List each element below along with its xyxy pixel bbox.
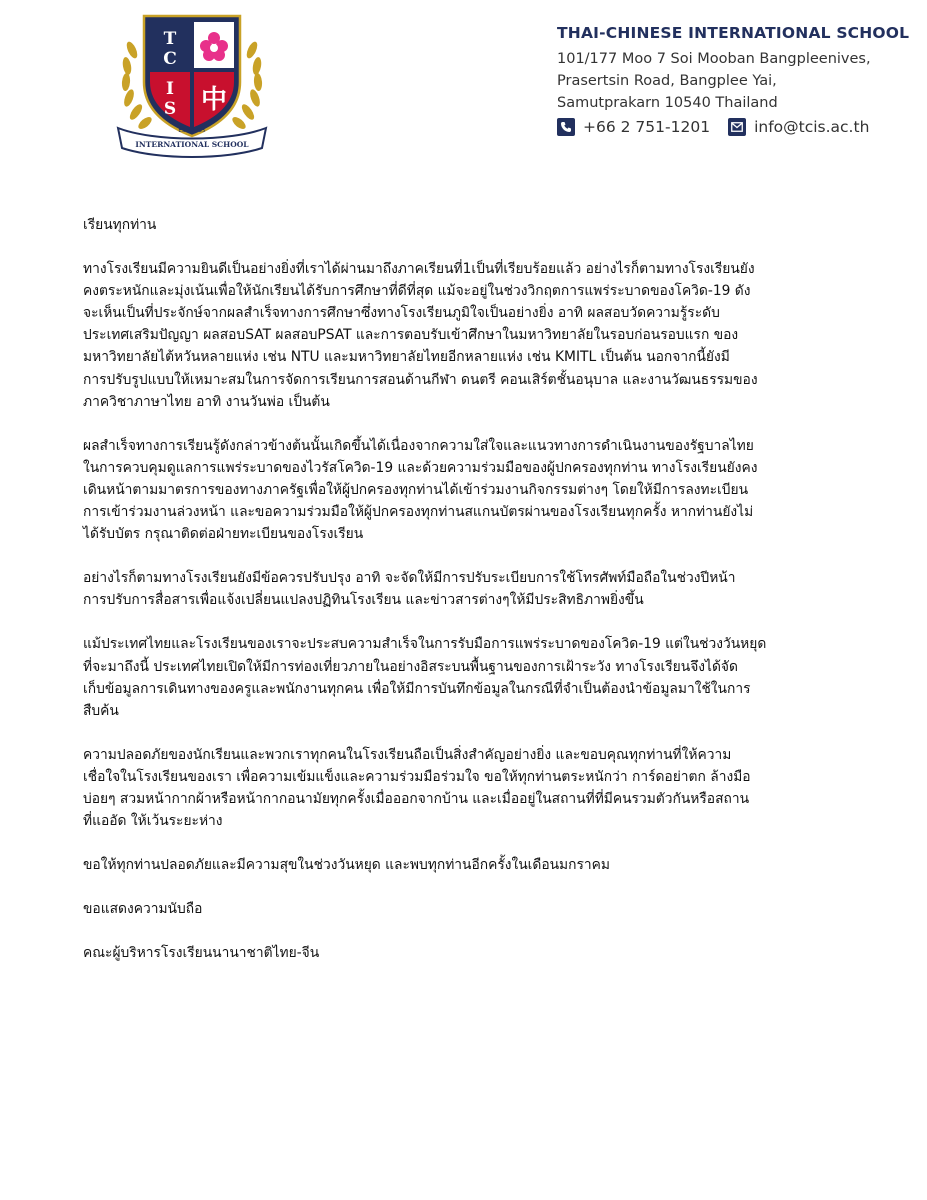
- paragraph-3-line: การปรับการสื่อสารเพื่อแจ้งเปลี่ยนแปลงปฏิทินโรงเรียน และข่าวสารต่างๆให้มีประสิทธิภาพยิ่งขึ้น: [83, 592, 644, 609]
- paragraph-5: [83, 744, 853, 832]
- paragraph-4-line: แม้ประเทศไทยและโรงเรียนของเราจะประสบความสำเร็จในการรับมือการแพร่ระบาดของโควิด-19 แต่ในช่วงวันหยุด: [83, 636, 767, 653]
- signature: [83, 942, 853, 964]
- email-address: info@tcis.ac.th: [754, 118, 870, 136]
- paragraph-1: [83, 258, 853, 413]
- paragraph-2-line: ได้รับบัตร กรุณาติดต่อฝ่ายทะเบียนของโรงเรียน: [83, 526, 364, 543]
- logo-est: EST. 1995: [178, 128, 206, 134]
- paragraph-5-line: ความปลอดภัยของนักเรียนและพวกเราทุกคนในโรงเรียนถือเป็นสิ่งสำคัญอย่างยิ่ง และขอบคุณทุกท่านที่ให้ความ: [83, 746, 732, 763]
- paragraph-2-line: เดินหน้าตามมาตรการของทางภาครัฐเพื่อให้ผู้ปกครองทุกท่านได้เข้าร่วมงานกิจกรรมต่างๆ โดยให้มีการลงทะเบียน: [83, 481, 749, 498]
- school-name: THAI-CHINESE INTERNATIONAL SCHOOL: [557, 24, 910, 42]
- paragraph-5-line: บ่อยๆ สวมหน้ากากผ้าหรือหน้ากากอนามัยทุกครั้งเมื่อออกจากบ้าน และเมื่ออยู่ในสถานที่ที่มีคนรวมตัวกันหรือสถาน: [83, 790, 750, 807]
- contact-row: [557, 118, 887, 136]
- phone-contact: [557, 118, 710, 136]
- logo-ribbon-text: INTERNATIONAL SCHOOL: [135, 140, 249, 149]
- signature-text: คณะผู้บริหารโรงเรียนนานาชาติไทย-จีน: [83, 945, 320, 962]
- paragraph-1-line: มหาวิทยาลัยไต้หวันหลายแห่ง เช่น NTU และมหาวิทยาลัยไทยอีกหลายแห่ง เช่น KMITL เป็นต้น นอกจากนี้ยังมี: [83, 349, 730, 366]
- greeting-text: เรียนทุกท่าน: [83, 217, 157, 233]
- phone-number: +66 2 751-1201: [583, 118, 711, 136]
- phone-icon: [557, 118, 575, 136]
- paragraph-1-line: ภาควิชาภาษาไทย อาทิ งานวันพ่อ เป็นต้น: [83, 393, 330, 410]
- paragraph-3: [83, 567, 853, 611]
- greeting: [83, 214, 853, 236]
- school-logo: [114, 10, 270, 158]
- sign-off: [83, 898, 853, 920]
- paragraph-5-line: ที่แออัด ให้เว้นระยะห่าง: [83, 813, 223, 830]
- paragraph-1-line: การปรับรูปแบบให้เหมาะสมในการจัดการเรียนการสอนด้านกีฬา ดนตรี คอนเสิร์ตชั้นอนุบาล และงานวัฒนธรรมของ: [83, 371, 758, 388]
- letterhead: [557, 24, 910, 136]
- sign-off-text: ขอแสดงความนับถือ: [83, 901, 203, 918]
- paragraph-1-line: คงตระหนักและมุ่งเน้นเพื่อให้นักเรียนได้รับการศึกษาที่ดีที่สุด แม้จะอยู่ในช่วงวิกฤตการแพร่ระบาดของโควิด-19 ดัง: [83, 283, 751, 300]
- email-contact: [728, 118, 869, 136]
- paragraph-4-line: เก็บข้อมูลการเดินทางของครูและพนักงานทุกคน เพื่อให้มีการบันทึกข้อมูลในกรณีที่จำเป็นต้องนำข้อมูลมาใช้ในการ: [83, 680, 751, 697]
- paragraph-2-line: ผลสำเร็จทางการเรียนรู้ดังกล่าวข้างต้นนั้นเกิดขึ้นได้เนื่องจากความใส่ใจและแนวทางการดำเนินงานของรัฐบาลไทย: [83, 437, 754, 454]
- paragraph-4-line: สืบค้น: [83, 702, 119, 719]
- mail-icon: [728, 118, 746, 136]
- paragraph-4-line: ที่จะมาถึงนี้ ประเทศไทยเปิดให้มีการท่องเที่ยวภายในอย่างอิสระบนพื้นฐานของการเฝ้าระวัง ทางโรงเรียนจึงได้จัด: [83, 658, 738, 675]
- address-line-2: Prasertsin Road, Bangplee Yai,: [557, 73, 777, 89]
- paragraph-1-line: ทางโรงเรียนมีความยินดีเป็นอย่างยิ่งที่เราได้ผ่านมาถึงภาคเรียนที่1เป็นที่เรียบร้อยแล้ว อย่างไรก็ตามทางโรงเรียนยัง: [83, 261, 755, 278]
- paragraph-2-line: การเข้าร่วมงานล่วงหน้า และขอความร่วมมือให้ผู้ปกครองทุกท่านสแกนบัตรผ่านของโรงเรียนทุกครั้ง หากท่านยังไม่: [83, 504, 754, 521]
- logo-letter-s: S: [163, 99, 177, 119]
- logo-letter-c: C: [163, 49, 177, 69]
- paragraph-2-line: ในการควบคุมดูแลการแพร่ระบาดของไวรัสโควิด-19 และด้วยความร่วมมือของผู้ปกครองทุกท่าน ทางโรงเรียนยังคง: [83, 459, 758, 476]
- logo-emblem-char: 中: [200, 85, 228, 115]
- paragraph-4: [83, 633, 853, 721]
- paragraph-3-line: อย่างไรก็ตามทางโรงเรียนยังมีข้อควรปรับปรุง อาทิ จะจัดให้มีการปรับระเบียบการใช้โทรศัพท์มือถือในช่วงปีหน้า: [83, 570, 736, 587]
- logo-letter-t: T: [163, 29, 177, 49]
- closing-wish-text: ขอให้ทุกท่านปลอดภัยและมีความสุขในช่วงวันหยุด และพบทุกท่านอีกครั้งในเดือนมกราคม: [83, 857, 610, 874]
- letter-body: [83, 214, 853, 986]
- logo-letter-i: I: [166, 79, 174, 99]
- address-line-1: 101/177 Moo 7 Soi Mooban Bangpleenives,: [557, 51, 871, 67]
- address-line-3: Samutprakarn 10540 Thailand: [557, 95, 778, 111]
- closing-wish: [83, 854, 853, 876]
- paragraph-1-line: จะเห็นเป็นที่ประจักษ์จากผลสำเร็จทางการศึกษาซึ่งทางโรงเรียนภูมิใจเป็นอย่างยิ่ง อาทิ ผลสอบวัดความรู้ระดับ: [83, 305, 720, 322]
- paragraph-2: [83, 435, 853, 545]
- paragraph-1-line: ประเทศเสริมปัญญา ผลสอบSAT ผลสอบPSAT และการตอบรับเข้าศึกษาในมหาวิทยาลัยในรอบก่อนรอบแรก ของ: [83, 327, 739, 344]
- paragraph-5-line: เชื่อใจในโรงเรียนของเรา เพื่อความเข้มแข็งและความร่วมมือร่วมใจ ขอให้ทุกท่านตระหนักว่า การ์ดอย่าตก ล้างมือ: [83, 768, 751, 785]
